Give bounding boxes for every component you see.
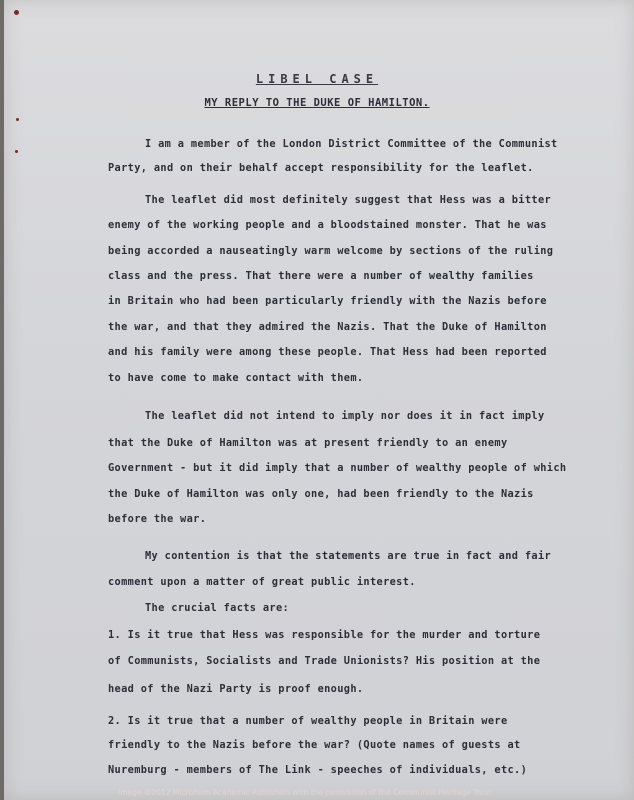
body-text-line: friendly to the Nazis before the war? (Quote names of guests at (108, 739, 521, 751)
body-text-line: 1. Is it true that Hess was responsible for the murder and torture (108, 629, 541, 641)
body-text-line: Nuremburg - members of The Link - speeches of individuals, etc.) (108, 764, 528, 776)
document-title: LIBEL CASE (255, 72, 379, 86)
punch-hole-mark (16, 118, 19, 121)
body-text-line: that the Duke of Hamilton was at present friendly to an enemy (108, 437, 508, 449)
body-text-line: to have come to make contact with them. (108, 372, 364, 384)
body-text-line: I am a member of the London District Committee of the Communist (145, 138, 558, 150)
body-text-line: and his family were among these people. That Hess had been reported (108, 346, 547, 358)
body-text-line: The leaflet did not intend to imply nor does it in fact imply (145, 410, 545, 422)
body-text-line: class and the press. That there were a number of wealthy families (108, 270, 534, 282)
body-text-line: enemy of the working people and a bloodstained monster. That he was (108, 219, 547, 231)
body-text-line: Government - but it did imply that a number of wealthy people of which (108, 462, 567, 474)
body-text-line: The crucial facts are: (145, 602, 290, 614)
document-subtitle: MY REPLY TO THE DUKE OF HAMILTON. (204, 97, 430, 109)
body-text-line: The leaflet did most definitely suggest that Hess was a bitter (145, 194, 552, 206)
body-text-line: My contention is that the statements are true in fact and fair (145, 550, 552, 562)
body-text-line: Party, and on their behalf accept responsibility for the leaflet. (108, 162, 534, 174)
image-credit: Image ©2012 Microform Academic Publishers with the permission of the Communist Heritage Trust (118, 788, 492, 797)
body-text-line: 2. Is it true that a number of wealthy people in Britain were (108, 715, 508, 727)
body-text-line: of Communists, Socialists and Trade Unionists? His position at the (108, 655, 541, 667)
body-text-line: head of the Nazi Party is proof enough. (108, 683, 364, 695)
body-text-line: before the war. (108, 513, 207, 525)
body-text-line: being accorded a nauseatingly warm welcome by sections of the ruling (108, 245, 554, 257)
body-text-line: in Britain who had been particularly friendly with the Nazis before (108, 295, 547, 307)
document-page (4, 0, 634, 800)
punch-hole-mark (14, 10, 19, 15)
body-text-line: the war, and that they admired the Nazis. That the Duke of Hamilton (108, 321, 547, 333)
body-text-line: the Duke of Hamilton was only one, had been friendly to the Nazis (108, 488, 534, 500)
body-text-line: comment upon a matter of great public interest. (108, 576, 416, 588)
punch-hole-mark (15, 150, 18, 153)
